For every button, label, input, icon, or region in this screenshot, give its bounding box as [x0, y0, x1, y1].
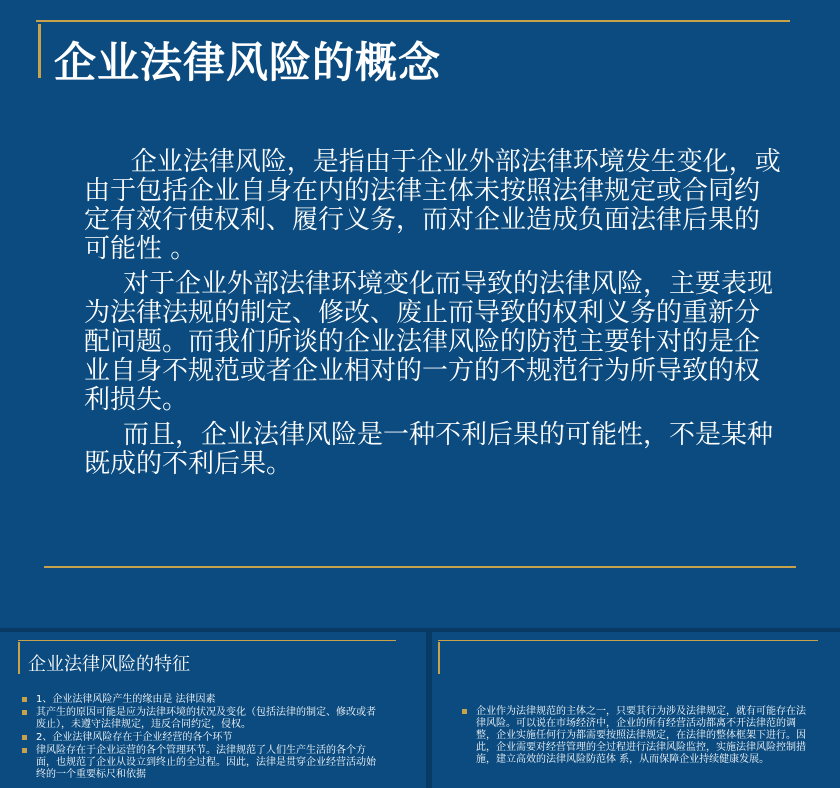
- thumb-text-block: [462, 706, 812, 766]
- list-item: 律风险存在于企业运营的各个管理环节。法律规范了人们生产生活的各个方面，也规范了企业从设立到终止的全过程。因此，法律是贯穿企业经营活动始终的一个重要标尺和依据: [22, 745, 382, 781]
- square-bullet-icon: [22, 735, 27, 740]
- square-bullet-icon: [22, 748, 27, 753]
- thumb-top-rule: [18, 640, 396, 641]
- body-paragraph-2: 对于企业外部法律环境变化而导致的法律风险，主要表现为法律法规的制定、修改、废止而导致的权利义务的重新分配问题。而我们所谈的企业法律风险的防范主要针对的是企业自身不规范或者企业相对的一方的不规范行为所导致的权利损失。: [84, 269, 774, 415]
- bottom-gold-rule: [44, 566, 796, 568]
- top-gold-rule: [36, 20, 790, 22]
- thumb-title-bar: [438, 642, 440, 674]
- square-bullet-icon: [22, 697, 27, 702]
- slide-title: 企业法律风险的概念: [54, 38, 442, 87]
- list-item: 2、企业法律风险存在于企业经营的各个环节: [22, 732, 382, 744]
- thumbnail-slide-features[interactable]: [0, 632, 426, 788]
- square-bullet-icon: [462, 709, 467, 714]
- list-item: 1、企业法律风险产生的缘由是 法律因素: [22, 694, 382, 706]
- thumb-title: 企业法律风险的特征: [28, 654, 190, 675]
- body-paragraph-1: 企业法律风险，是指由于企业外部法律环境发生变化，或由于包括企业自身在内的法律主体未按照法律规定或合同约定有效行使权利、履行义务，而对企业造成负面法律后果的可能性 。: [84, 147, 781, 264]
- list-item: 其产生的原因可能是应为法律环境的状况及变化（包括法律的制定、修改或者废止），未遵守法律规定，违反合同约定，侵权。: [22, 707, 382, 731]
- thumb-title-bar: [18, 642, 20, 674]
- thumb-top-rule: [438, 640, 818, 641]
- list-item: 企业作为法律规范的主体之一，只要其行为涉及法律规定，就有可能存在法律风险。可以说在市场经济中，企业的所有经营活动都离不开法律范的调整，企业实施任何行为都需要按照法律规定，在法律的整体框架下进行。因此，企业需要对经营管理的全过程进行法律风险监控，实施法律风险控制措施，建立高效的法律风险防范体 系，从而保障企业持续健康发展。: [462, 706, 812, 766]
- body-paragraph-3: 而且，企业法律风险是一种不利后果的可能性，不是某种既成的不利后果。: [84, 420, 774, 479]
- thumbnail-slide-explanation[interactable]: [432, 632, 840, 788]
- title-accent-bar: [38, 24, 41, 78]
- square-bullet-icon: [22, 710, 27, 715]
- thumb-bullet-list: [22, 694, 382, 782]
- slide-body: [84, 148, 784, 485]
